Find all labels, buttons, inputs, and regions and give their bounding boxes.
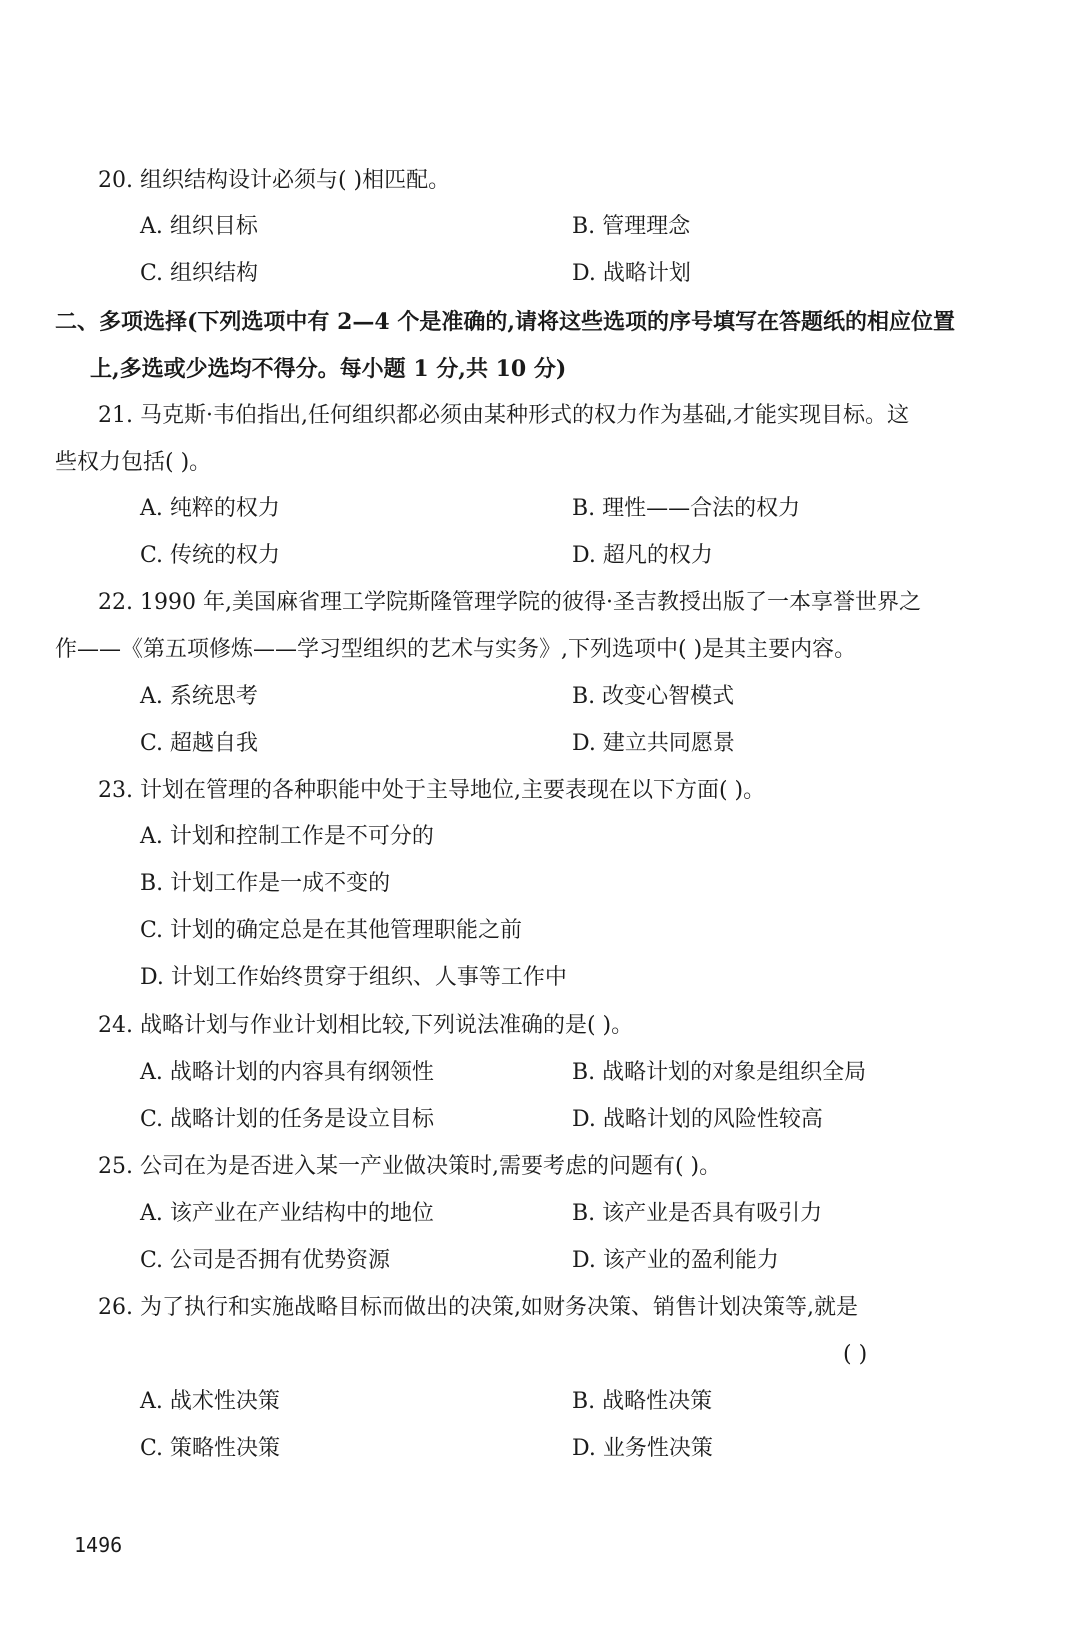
question-20-option-a: A. 组织目标 xyxy=(140,214,258,239)
question-26-stem: 26. 为了执行和实施战略目标而做出的决策,如财务决策、销售计划决策等,就是 xyxy=(98,1295,858,1320)
question-23-option-d: D. 计划工作始终贯穿于组织、人事等工作中 xyxy=(140,965,567,990)
section-2-heading: 二、多项选择(下列选项中有 2—4 个是准确的,请将这些选项的序号填写在答题纸的相应位置 xyxy=(55,309,956,335)
question-26-option-c: C. 策略性决策 xyxy=(140,1436,281,1461)
question-25-option-c: C. 公司是否拥有优势资源 xyxy=(140,1248,391,1273)
question-25-option-a: A. 该产业在产业结构中的地位 xyxy=(140,1201,434,1226)
question-23-option-c: C. 计划的确定总是在其他管理职能之前 xyxy=(140,918,523,943)
question-22-option-d: D. 建立共同愿景 xyxy=(572,731,735,756)
question-22-stem-cont: 作——《第五项修炼——学习型组织的艺术与实务》,下列选项中( )是其主要内容。 xyxy=(55,637,857,662)
question-21-stem: 21. 马克斯·韦伯指出,任何组织都必须由某种形式的权力作为基础,才能实现目标。这 xyxy=(98,403,909,428)
question-25-option-b: B. 该产业是否具有吸引力 xyxy=(572,1201,823,1226)
question-20-stem: 20. 组织结构设计必须与( )相匹配。 xyxy=(98,168,451,193)
question-21-stem-cont: 些权力包括( )。 xyxy=(55,450,212,475)
question-22-option-c: C. 超越自我 xyxy=(140,731,259,756)
question-23-option-a: A. 计划和控制工作是不可分的 xyxy=(140,824,434,849)
question-25-option-d: D. 该产业的盈利能力 xyxy=(572,1248,779,1273)
question-24-option-c: C. 战略计划的任务是设立目标 xyxy=(140,1107,435,1132)
question-25-stem: 25. 公司在为是否进入某一产业做决策时,需要考虑的问题有( )。 xyxy=(98,1154,722,1179)
question-20-option-d: D. 战略计划 xyxy=(572,261,691,286)
page-number: 1496 xyxy=(74,1533,123,1557)
question-20-option-c: C. 组织结构 xyxy=(140,261,259,286)
question-26-option-a: A. 战术性决策 xyxy=(140,1389,280,1414)
question-26-option-b: B. 战略性决策 xyxy=(572,1389,713,1414)
question-24-option-d: D. 战略计划的风险性较高 xyxy=(572,1107,823,1132)
section-2-heading-cont: 上,多选或少选均不得分。每小题 1 分,共 10 分) xyxy=(90,356,567,382)
question-23-stem: 23. 计划在管理的各种职能中处于主导地位,主要表现在以下方面( )。 xyxy=(98,778,766,803)
question-21-option-d: D. 超凡的权力 xyxy=(572,543,713,568)
question-26-answer-blank: ( ) xyxy=(843,1342,868,1367)
question-22-stem: 22. 1990 年,美国麻省理工学院斯隆管理学院的彼得·圣吉教授出版了一本享誉世界之 xyxy=(98,590,921,615)
question-21-option-a: A. 纯粹的权力 xyxy=(140,496,280,521)
question-24-stem: 24. 战略计划与作业计划相比较,下列说法准确的是( )。 xyxy=(98,1013,634,1038)
question-21-option-b: B. 理性——合法的权力 xyxy=(572,496,801,521)
question-23-option-b: B. 计划工作是一成不变的 xyxy=(140,871,391,896)
question-26-option-d: D. 业务性决策 xyxy=(572,1436,713,1461)
question-22-option-a: A. 系统思考 xyxy=(140,684,258,709)
question-24-option-b: B. 战略计划的对象是组织全局 xyxy=(572,1060,867,1085)
question-21-option-c: C. 传统的权力 xyxy=(140,543,281,568)
question-22-option-b: B. 改变心智模式 xyxy=(572,684,735,709)
question-24-option-a: A. 战略计划的内容具有纲领性 xyxy=(140,1060,434,1085)
question-20-option-b: B. 管理理念 xyxy=(572,214,691,239)
